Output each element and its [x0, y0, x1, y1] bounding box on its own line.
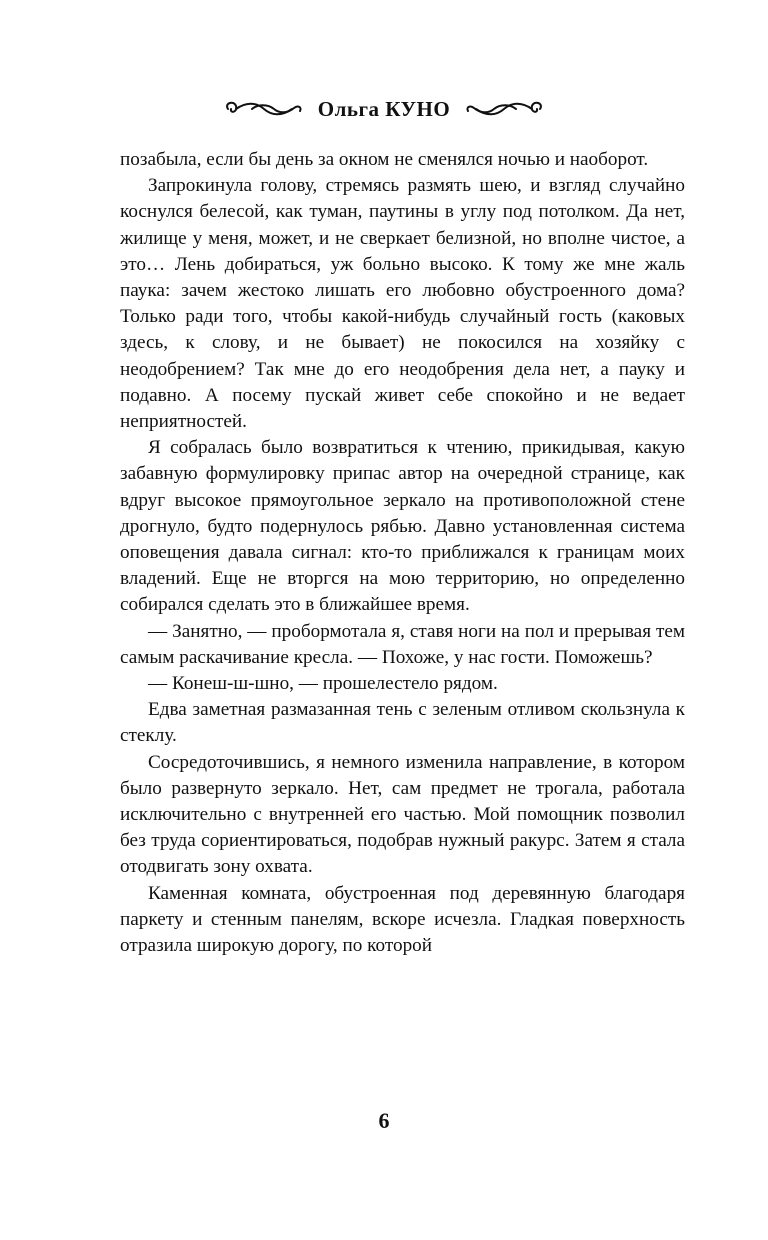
running-header: [0, 92, 768, 126]
left-flourish-ornament: [222, 98, 306, 120]
dialogue-paragraph: — Занятно, — пробормотала я, ставя ноги на пол и прерывая тем самым раскачивание кресла. — Похоже, у нас гости. Поможешь?: [120, 620, 685, 668]
paragraph: Я собралась было возвратиться к чтению, прикидывая, какую забавную формулировку припас автор на очередной странице, как вдруг высокое прямоугольное зеркало на противоположной стене дрогнуло, будто подернулось рябью. Давно установленная система оповещения давала сигнал: кто-то приближался к границам моих владений. Еще не вторгся на мою территорию, но определенно собирался сделать это в ближайшее время.: [120, 437, 685, 616]
paragraph: Каменная комната, обустроенная под деревянную благодаря паркету и стенным панелям, вскоре исчезла. Гладкая поверхность отразила широкую дорогу, по которой: [120, 882, 685, 957]
dialogue-paragraph: — Конеш-ш-шно, — прошелестело рядом.: [148, 673, 498, 695]
running-head-author: Ольга КУНО: [317, 96, 451, 121]
page-number: 6: [378, 1108, 390, 1133]
paragraph: позабыла, если бы день за окном не сменялся ночью и наоборот.: [120, 149, 649, 170]
body-text: [120, 147, 685, 959]
paragraph: Едва заметная размазанная тень с зеленым отливом скользнула к стеклу.: [120, 699, 685, 747]
paragraph: Сосредоточившись, я немного изменила направление, в котором было развернуто зеркало. Нет, сам предмет не трогала, работала исключительно с внутренней его частью. Мой помощник позволил без труда сориентироваться, подобрав нужный ракурс. Затем я стала отодвигать зону охвата.: [120, 751, 685, 878]
right-flourish-ornament: [462, 98, 546, 120]
paragraph: Запрокинула голову, стремясь размять шею, и взгляд случайно коснулся белесой, как туман, паутины в углу под потолком. Да нет, жилище у меня, может, и не сверкает белизной, но вполне чистое, а это… Лень добираться, уж больно высоко. К тому же мне жаль паука: зачем жестоко лишать его любовно обустроенного дома? Только ради того, чтобы какой-нибудь случайный гость (каковых здесь, к слову, и не бывает) не покосился на хозяйку с неодобрением? Так мне до его неодобрения дела нет, а пауку и подавно. А посему пускай живет себе спокойно и не ведает неприятностей.: [120, 175, 685, 433]
